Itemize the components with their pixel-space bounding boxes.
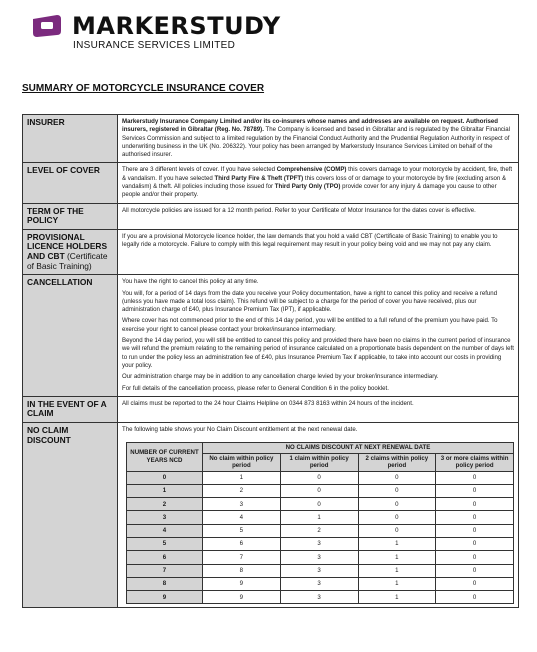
ncd-col-header: 1 claim within policy period (280, 453, 358, 471)
markerstudy-logo-icon (30, 14, 64, 38)
ncd-value-cell: 0 (358, 471, 436, 484)
ncd-value-cell: 1 (358, 537, 436, 550)
cancellation-paragraph: You will, for a period of 14 days from the date you receive your Policy documentation, have a right to cancel this policy and receive a refund (unless you have made a total loss claim). This refund will be subject to a charge for the period of cover you have received, plus our administration charge of £40, plus Insurance Premium Tax (IPT), if applicable. (122, 289, 498, 314)
document-title: SUMMARY OF MOTORCYCLE INSURANCE COVER (22, 83, 265, 94)
provisional-label (23, 229, 118, 274)
cancellation-paragraph: Our administration charge may be in addition to any cancellation charge levied by your broker/insurance intermediary. (122, 373, 439, 381)
ncd-years-cell: 0 (127, 471, 203, 484)
ncd-value-cell: 1 (358, 564, 436, 577)
ncd-intro: The following table shows your No Claim Discount entitlement at the next renewal date. (122, 425, 358, 433)
ncd-value-cell: 0 (436, 564, 514, 577)
ncd-years-cell: 2 (127, 498, 203, 511)
cancellation-label: CANCELLATION (23, 275, 118, 397)
ncd-value-cell: 8 (203, 564, 281, 577)
provisional-text: If you are a provisional Motorcycle licence holder, the law demands that you hold a valid CBT (Certificate of Basic Training) to enable you to legally ride a motorcycle. Failure to comply with this legal requirement may result in your policy being void and we may not pay any claim. (118, 229, 519, 274)
claim-label: IN THE EVENT OF A CLAIM (23, 396, 118, 422)
cover-comp: Comprehensive (COMP) (276, 166, 347, 174)
cancellation-paragraph: Beyond the 14 day period, you will still be entitled to cancel this policy and provided there have been no claims in the current period of insurance we will refund the premium relating to the remaining period of insurance calculated on a proportionate basis dependent on the number of days left to run under the policy less an administration fee of £40, plus Insurance Premium Tax if applicable, to take into account our costs in providing your policy. (122, 337, 514, 369)
brand-name: MARKERSTUDY (72, 12, 281, 40)
cover-text-part: There are 3 different levels of cover. If you have selected (122, 166, 277, 174)
ncd-value-cell: 3 (203, 498, 281, 511)
cover-label: LEVEL OF COVER (23, 163, 118, 203)
ncd-value-cell: 7 (203, 551, 281, 564)
cover-text (118, 163, 519, 203)
ncd-value-cell: 0 (436, 484, 514, 497)
page-header (30, 12, 280, 54)
ncd-table-row (127, 484, 514, 497)
cover-row (23, 163, 519, 203)
ncd-value-cell: 3 (280, 551, 358, 564)
ncd-value-cell: 0 (358, 498, 436, 511)
claim-text: All claims must be reported to the 24 hour Claims Helpline on 0344 873 8163 within 24 hours of the incident. (118, 396, 519, 422)
ncd-value-cell: 0 (436, 591, 514, 604)
ncd-table-body (127, 471, 514, 604)
cover-tpo: Third Party Only (TPO) (274, 183, 341, 191)
ncd-value-cell: 2 (280, 524, 358, 537)
ncd-value-cell: 0 (436, 511, 514, 524)
ncd-value-cell: 1 (203, 471, 281, 484)
ncd-years-cell: 3 (127, 511, 203, 524)
ncd-value-cell: 0 (436, 471, 514, 484)
insurer-text (118, 115, 519, 163)
ncd-table-row (127, 471, 514, 484)
ncd-value-cell: 1 (280, 511, 358, 524)
ncd-group-header: NO CLAIMS DISCOUNT AT NEXT RENEWAL DATE (203, 443, 514, 453)
ncd-value-cell: 3 (280, 591, 358, 604)
provisional-label-extra: (Certificate of Basic Training) (27, 251, 108, 271)
ncd-value-cell: 0 (436, 551, 514, 564)
insurer-label: INSURER (23, 115, 118, 163)
ncd-value-cell: 6 (203, 537, 281, 550)
ncd-value-cell: 3 (280, 577, 358, 590)
ncd-value-cell: 4 (203, 511, 281, 524)
ncd-table (126, 442, 514, 604)
ncd-table-row (127, 564, 514, 577)
ncd-years-cell: 1 (127, 484, 203, 497)
term-label: TERM OF THE POLICY (23, 203, 118, 229)
claim-row (23, 396, 519, 422)
ncd-value-cell: 0 (358, 511, 436, 524)
ncd-table-row (127, 591, 514, 604)
provisional-label-main: PROVISIONAL LICENCE HOLDERS AND CBT (27, 231, 108, 262)
ncd-table-row (127, 511, 514, 524)
ncd-value-cell: 9 (203, 591, 281, 604)
ncd-col-years: NUMBER OF CURRENT YEARS NCD (127, 443, 203, 471)
cover-text-part: provide cover for any injury & damage you cause to other people and/or their property. (122, 183, 497, 199)
ncd-years-cell: 8 (127, 577, 203, 590)
ncd-value-cell: 3 (280, 537, 358, 550)
ncd-value-cell: 0 (280, 484, 358, 497)
provisional-row (23, 229, 519, 274)
brand-subtitle: INSURANCE SERVICES LIMITED (73, 40, 236, 51)
summary-table (22, 114, 519, 608)
ncd-value-cell: 9 (203, 577, 281, 590)
ncd-value-cell: 0 (280, 471, 358, 484)
ncd-value-cell: 3 (280, 564, 358, 577)
cancellation-paragraph: For full details of the cancellation process, please refer to General Condition 6 in the policy booklet. (122, 384, 389, 392)
ncd-years-cell: 4 (127, 524, 203, 537)
insurer-text-bold: Markerstudy Insurance Company Limited and/or its co-insurers whose names and addresses are available on request. Authorised insurers, registered in Gibraltar (Reg. No. 78789). (122, 118, 499, 134)
ncd-row (23, 422, 519, 607)
ncd-value-cell: 0 (436, 498, 514, 511)
ncd-value-cell: 1 (358, 577, 436, 590)
ncd-value-cell: 0 (358, 484, 436, 497)
cover-text-part: this covers loss of or damage to your motorcycle by fire (excluding arson & vandalism) & theft. All policies including those issued for (122, 174, 507, 191)
ncd-value-cell: 1 (358, 551, 436, 564)
ncd-label: NO CLAIM DISCOUNT (23, 422, 118, 607)
ncd-table-row (127, 577, 514, 590)
ncd-col-header: 3 or more claims within policy period (436, 453, 514, 471)
term-text: All motorcycle policies are issued for a 12 month period. Refer to your Certificate of Motor Insurance for the dates cover is effective. (118, 203, 519, 229)
insurer-row (23, 115, 519, 163)
ncd-value-cell: 0 (436, 524, 514, 537)
ncd-value-cell: 0 (436, 537, 514, 550)
ncd-value-cell: 2 (203, 484, 281, 497)
ncd-value-cell: 1 (358, 591, 436, 604)
ncd-table-row (127, 537, 514, 550)
term-row (23, 203, 519, 229)
ncd-value-cell: 5 (203, 524, 281, 537)
cancellation-row (23, 275, 519, 397)
cancellation-paragraph: You have the right to cancel this policy at any time. (122, 278, 259, 286)
ncd-col-header: No claim within policy period (203, 453, 281, 471)
cover-text-part: this covers damage to your motorcycle by accident, fire, theft & vandalism. If you have selected (122, 166, 513, 182)
ncd-value-cell: 0 (358, 524, 436, 537)
cancellation-paragraph: Where cover has not commenced prior to the end of this 14 day period, you will be entitled to a full refund of the premium you have paid. To exercise your right to cancel please contact your broker/insurance intermediary. (122, 317, 498, 333)
ncd-years-cell: 7 (127, 564, 203, 577)
ncd-table-row (127, 551, 514, 564)
ncd-value-cell: 0 (436, 577, 514, 590)
ncd-years-cell: 5 (127, 537, 203, 550)
ncd-years-cell: 6 (127, 551, 203, 564)
ncd-table-row (127, 498, 514, 511)
cover-tpft: Third Party Fire & Theft (TPFT) (214, 174, 304, 182)
ncd-table-row (127, 524, 514, 537)
cancellation-text (118, 275, 519, 397)
ncd-cell (118, 422, 519, 607)
ncd-years-cell: 9 (127, 591, 203, 604)
ncd-col-header: 2 claims within policy period (358, 453, 436, 471)
insurer-text-body: The Company is licensed and based in Gibraltar and is regulated by the Gibraltar Financial Services Commission and subject to a limited regulation by the Financial Conduct Authority and the Prudential Regulation Authority in respect of underwriting business in the UK (No. 206322). Your policy has been arranged by Markerstudy Insurance Services Limited on behalf of the authorised insurer. (122, 126, 511, 159)
ncd-value-cell: 0 (280, 498, 358, 511)
